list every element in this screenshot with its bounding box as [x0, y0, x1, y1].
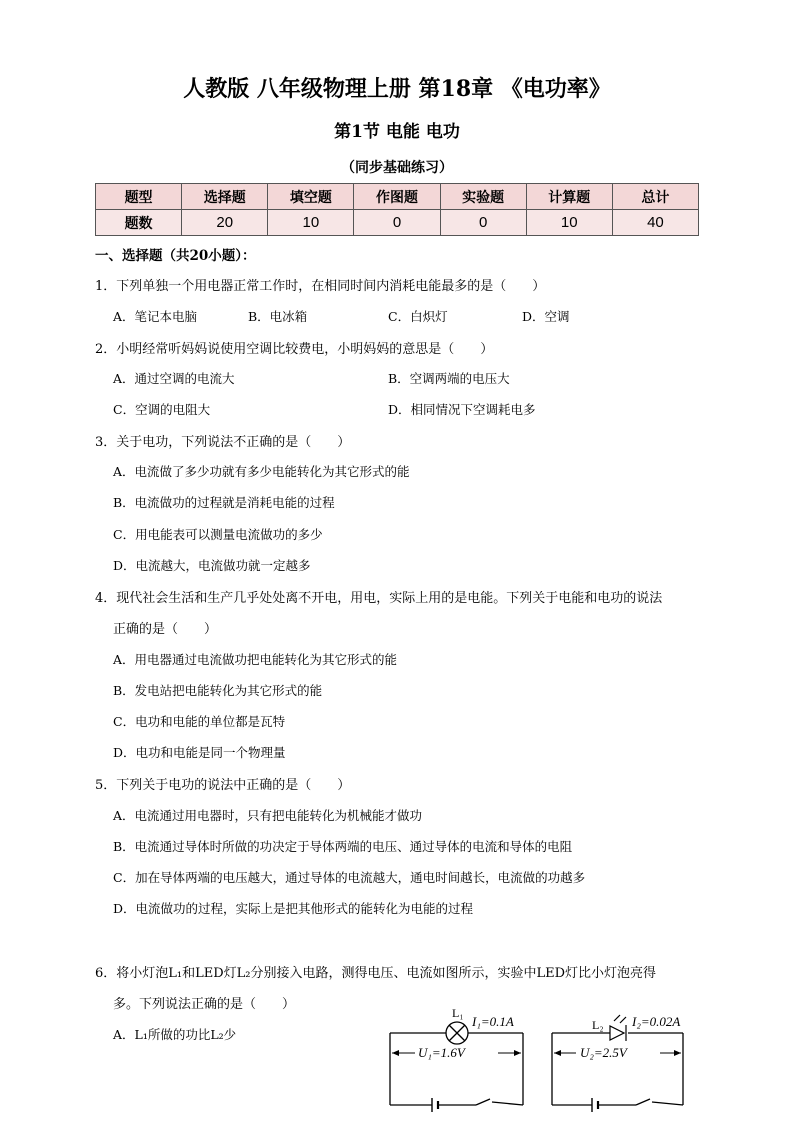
- page-title: 人教版 八年级物理上册 第18章 《电功率》: [183, 76, 611, 102]
- question-3-option-a: A．电流做了多少功就有多少电能转化为其它形式的能: [113, 464, 410, 479]
- question-2-option-a: A．通过空调的电流大: [113, 371, 235, 386]
- question-4-option-b: B．发电站把电能转化为其它形式的能: [113, 683, 323, 698]
- question-4-option-d: D．电功和电能是同一个物理量: [113, 745, 286, 760]
- question-3-option-d: D．电流越大，电流做功就一定越多: [113, 558, 311, 573]
- table-cell: 总计: [612, 184, 698, 210]
- question-2-option-c: C．空调的电阻大: [113, 402, 211, 417]
- question-5-stem: 5．下列关于电功的说法中正确的是（ ）: [95, 778, 351, 793]
- table-cell: 20: [182, 210, 268, 236]
- table-cell: 选择题: [182, 184, 268, 210]
- arrow-right-icon: [674, 1050, 681, 1056]
- table-header-row: [96, 184, 699, 210]
- arrow-left-icon: [392, 1050, 399, 1056]
- question-6-stem-continued: 多。下列说法正确的是（ ）: [113, 997, 296, 1012]
- table-cell: 实验题: [440, 184, 526, 210]
- table-value-row: [96, 210, 699, 236]
- question-summary-table: [95, 183, 699, 236]
- table-cell: 0: [440, 210, 526, 236]
- left-current-label: I₁=0.1A: [472, 1014, 514, 1029]
- question-2-option-b: B．空调两端的电压大: [388, 371, 510, 386]
- section-heading: 一、选择题（共20小题）：: [95, 248, 256, 264]
- table-cell: 填空题: [268, 184, 354, 210]
- left-voltage-label: U₁=1.6V: [418, 1045, 465, 1060]
- table-cell: 题数: [96, 210, 182, 236]
- left-lamp-label: L₁: [452, 1006, 464, 1020]
- question-2-stem: 2．小明经常听妈妈说使用空调比较费电，小明妈妈的意思是（ ）: [95, 342, 494, 357]
- table-cell: 10: [526, 210, 612, 236]
- arrow-right-icon: [514, 1050, 521, 1056]
- question-1-option-a: A．笔记本电脑: [113, 309, 198, 324]
- question-1-option-b: B．电冰箱: [248, 309, 308, 324]
- led-icon: [610, 1015, 626, 1041]
- question-2-option-d: D．相同情况下空调耗电多: [388, 402, 536, 417]
- question-6-stem: 6．将小灯泡L₁和LED灯L₂分别接入电路，测得电压、电流如图所示，实验中LED灯比小灯泡亮得: [95, 966, 657, 981]
- question-5-option-b: B．电流通过导体时所做的功决定于导体两端的电压、通过导体的电流和导体的电阻: [113, 839, 573, 854]
- right-lamp-label: L₂: [592, 1018, 604, 1032]
- right-current-label: I₂=0.02A: [632, 1014, 681, 1029]
- arrow-left-icon: [554, 1050, 561, 1056]
- table-cell: 作图题: [354, 184, 440, 210]
- question-3-option-b: B．电流做功的过程就是消耗电能的过程: [113, 495, 335, 510]
- question-4-option-a: A．用电器通过电流做功把电能转化为其它形式的能: [113, 652, 398, 667]
- question-1-option-d: D．空调: [522, 309, 570, 324]
- question-1-stem: 1．下列单独一个用电器正常工作时，在相同时间内消耗电能最多的是（ ）: [95, 279, 546, 294]
- table-cell: 0: [354, 210, 440, 236]
- question-3-option-c: C．用电能表可以测量电流做功的多少: [113, 527, 323, 542]
- table-cell: 题型: [96, 184, 182, 210]
- table-cell: 40: [612, 210, 698, 236]
- question-6-option-a: A．L₁所做的功比L₂少: [113, 1027, 237, 1042]
- section-subtitle: 第1节 电能 电功: [334, 122, 460, 142]
- question-5-option-d: D．电流做功的过程，实际上是把其他形式的能转化为电能的过程: [113, 901, 474, 916]
- practice-caption: （同步基础练习）: [341, 160, 453, 176]
- question-5-option-a: A．电流通过用电器时，只有把电能转化为机械能才做功: [113, 808, 423, 823]
- lamp-icon: [446, 1022, 468, 1044]
- question-4-stem: 4．现代社会生活和生产几乎处处离不开电，用电，实际上用的是电能。下列关于电能和电功的说法: [95, 591, 663, 606]
- question-3-stem: 3．关于电功，下列说法不正确的是（ ）: [95, 435, 351, 450]
- right-voltage-label: U₂=2.5V: [580, 1045, 627, 1060]
- question-1-option-c: C．白炽灯: [388, 309, 448, 324]
- question-5-option-c: C．加在导体两端的电压越大，通过导体的电流越大，通电时间越长，电流做的功越多: [113, 870, 586, 885]
- question-4-option-c: C．电功和电能的单位都是瓦特: [113, 714, 286, 729]
- question-4-stem-continued: 正确的是（ ）: [113, 622, 218, 637]
- table-cell: 10: [268, 210, 354, 236]
- table-cell: 计算题: [526, 184, 612, 210]
- circuit-diagram: [380, 1005, 710, 1123]
